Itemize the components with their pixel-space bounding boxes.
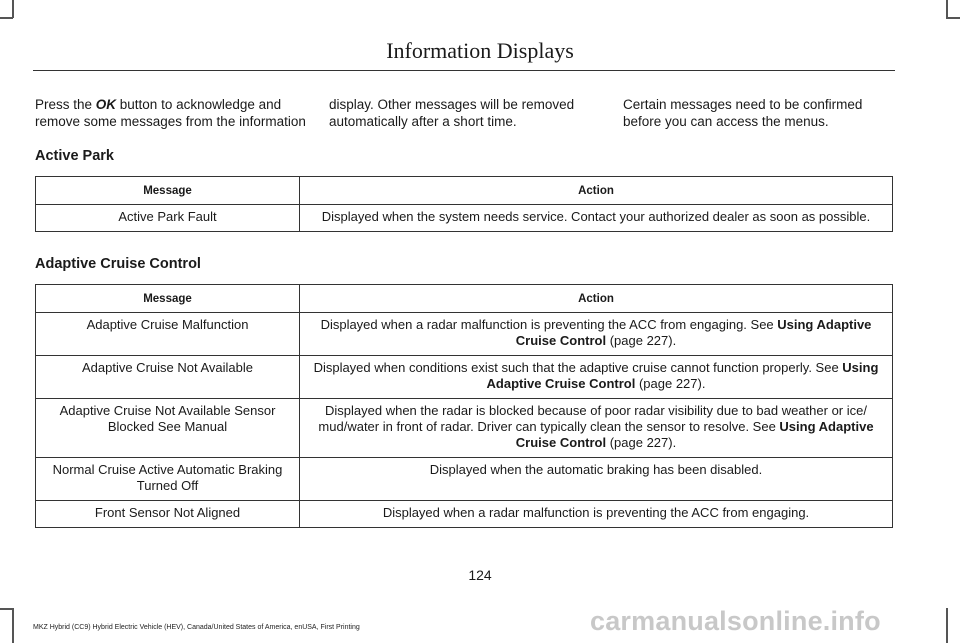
table-header-row: [36, 177, 893, 205]
watermark: carmanualsonline.info: [590, 606, 881, 636]
table-row: [36, 458, 893, 501]
page-reference: (page 227).: [606, 333, 677, 348]
message-cell: Adaptive Cruise Not Available Sensor Blocked See Manual: [36, 399, 300, 458]
page-number: 124: [468, 567, 492, 583]
message-cell: Front Sensor Not Aligned: [36, 501, 300, 528]
intro-col-3: Certain messages need to be confirmed before you can access the menus.: [623, 97, 863, 129]
col-header-action: Action: [300, 177, 893, 205]
action-cell: Displayed when the automatic braking has been disabled.: [300, 458, 893, 501]
crop-mark-bottom-right: [946, 608, 948, 643]
crop-mark-top-right-h: [946, 17, 960, 19]
crop-mark-top-left-h: [0, 17, 13, 19]
action-cell: Displayed when a radar malfunction is preventing the ACC from engaging.: [300, 501, 893, 528]
action-cell: [300, 399, 893, 458]
section-title-acc: Adaptive Cruise Control: [35, 256, 201, 272]
cross-reference-link[interactable]: Using Adaptive Cruise Control: [515, 419, 874, 450]
section-title-active-park: Active Park: [35, 148, 114, 164]
intro-col-2: display. Other messages will be removed automatically after a short time.: [329, 97, 575, 129]
table-row: [36, 313, 893, 356]
col-header-message: Message: [36, 285, 300, 313]
action-cell: Displayed when the system needs service. Contact your authorized dealer as soon as possible.: [300, 205, 893, 232]
intro-col-1: [35, 96, 307, 130]
intro-col-1-pre: Press the: [35, 97, 96, 112]
table-row: [36, 501, 893, 528]
action-cell: [300, 313, 893, 356]
intro-text: [35, 96, 895, 130]
active-park-table: [35, 176, 893, 232]
table-row: [36, 399, 893, 458]
header-rule: [33, 70, 895, 71]
col-header-action: Action: [300, 285, 893, 313]
message-cell: Normal Cruise Active Automatic Braking Turned Off: [36, 458, 300, 501]
action-text: Displayed when a radar malfunction is preventing the ACC from engaging. See: [320, 317, 778, 332]
cross-reference-link[interactable]: Using Adaptive Cruise Control: [515, 317, 872, 348]
page-reference: (page 227).: [606, 435, 677, 450]
page-reference: (page 227).: [635, 376, 706, 391]
crop-mark-top-left: [12, 0, 14, 18]
footer-text: MKZ Hybrid (CC9) Hybrid Electric Vehicle (HEV), Canada/United States of America, enUSA, First Printing: [33, 624, 360, 631]
intro-col-1-post: button to acknowledge and remove some messages from the information: [35, 97, 306, 129]
crop-mark-top-right: [946, 0, 948, 18]
action-text: Displayed when conditions exist such that the adaptive cruise cannot function properly. See: [313, 360, 843, 375]
message-cell: Active Park Fault: [36, 205, 300, 232]
action-text: Displayed when the radar is blocked because of poor radar visibility due to bad weather or ice/ mud/water in front of radar. Driver can typically clean the sensor to resolve. See: [318, 403, 867, 434]
page-header-title: Information Displays: [386, 38, 574, 63]
cross-reference-link[interactable]: Using Adaptive Cruise Control: [486, 360, 879, 391]
action-cell: [300, 356, 893, 399]
crop-mark-bottom-left-h: [0, 608, 13, 610]
table-header-row: [36, 285, 893, 313]
crop-mark-bottom-left: [12, 608, 14, 643]
col-header-message: Message: [36, 177, 300, 205]
ok-button-reference: OK: [95, 97, 117, 112]
table-row: [36, 356, 893, 399]
message-cell: Adaptive Cruise Not Available: [36, 356, 300, 399]
acc-table: [35, 284, 893, 528]
table-row: [36, 205, 893, 232]
message-cell: Adaptive Cruise Malfunction: [36, 313, 300, 356]
